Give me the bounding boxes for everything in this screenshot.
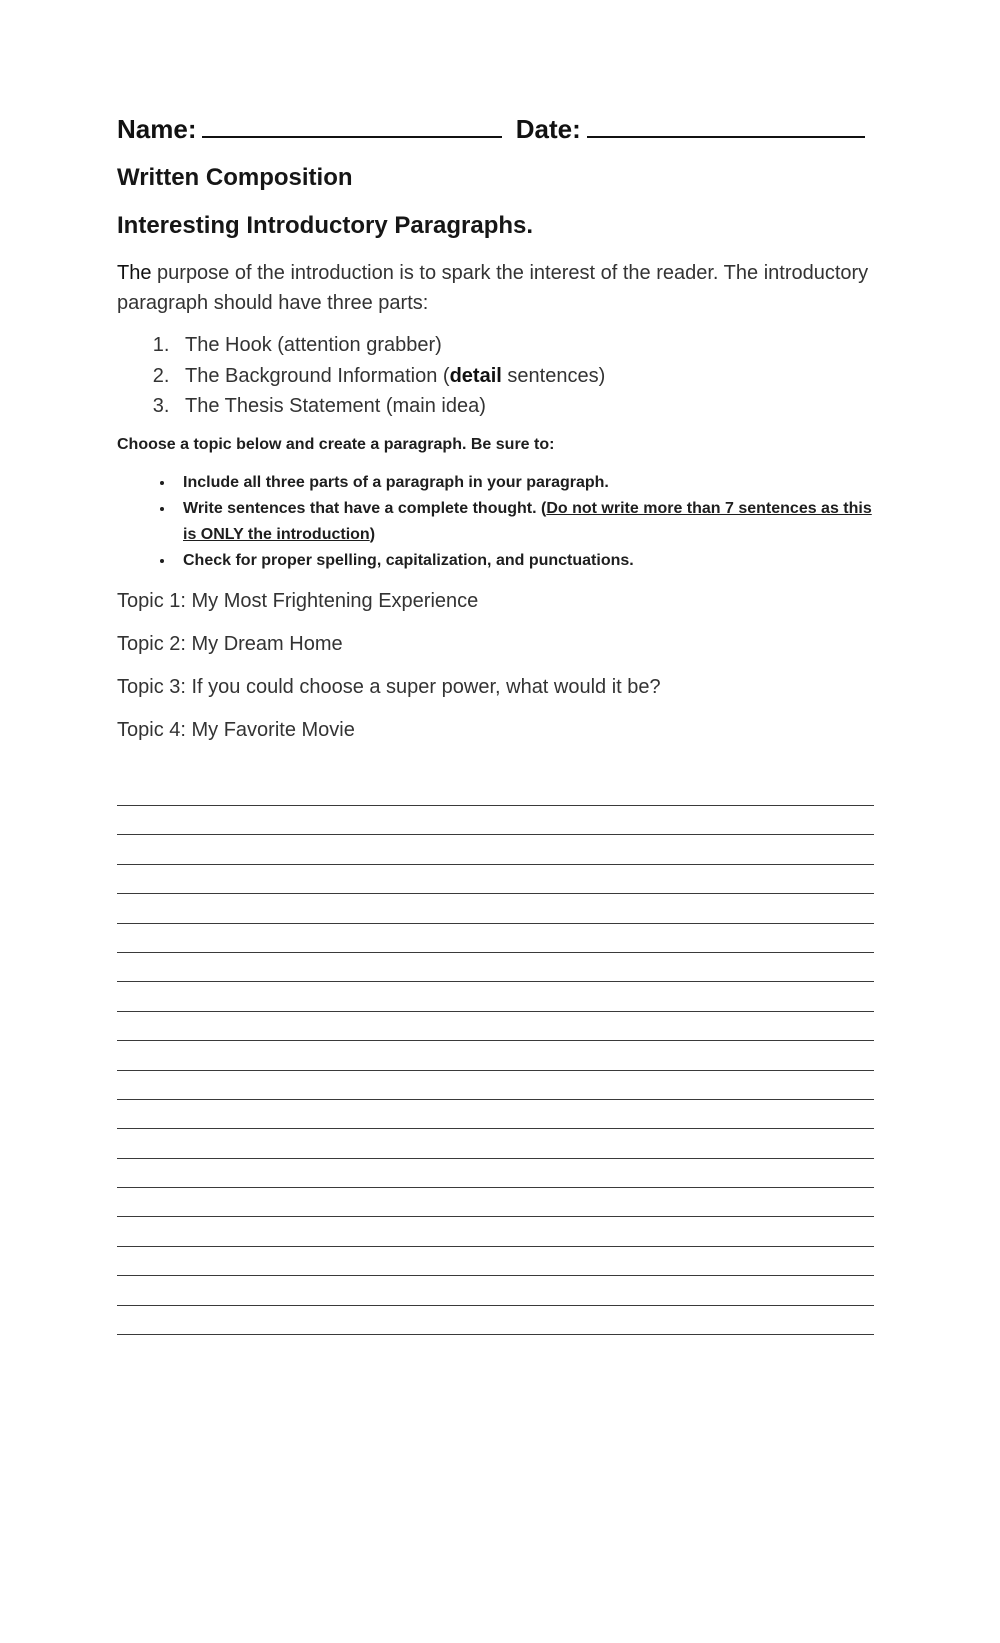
writing-line[interactable]: [117, 1128, 874, 1157]
topic-3: Topic 3: If you could choose a super power, what would it be?: [117, 675, 661, 698]
intro-first-word: The: [117, 262, 152, 284]
topic-1: Topic 1: My Most Frightening Experience: [117, 589, 479, 612]
writing-line[interactable]: [117, 1011, 874, 1040]
list-item: [175, 330, 877, 361]
writing-line[interactable]: [117, 1305, 874, 1334]
list-item: [175, 470, 877, 496]
worksheet-subtitle: Interesting Introductory Paragraphs.: [117, 212, 534, 239]
paragraph-parts-list: [117, 330, 877, 422]
writing-line[interactable]: [117, 893, 874, 922]
name-blank[interactable]: [202, 114, 502, 138]
writing-line[interactable]: [117, 1334, 874, 1363]
part-background-after: sentences): [501, 364, 606, 387]
list-item: [175, 496, 877, 548]
writing-line[interactable]: [117, 1275, 874, 1304]
topic-4: Topic 4: My Favorite Movie: [117, 718, 355, 741]
writing-line[interactable]: [117, 805, 874, 834]
intro-text: purpose of the introduction is to spark the interest of the reader. The introductory paragraph should have three parts:: [117, 262, 869, 314]
date-blank[interactable]: [587, 114, 865, 138]
writing-line[interactable]: [117, 923, 874, 952]
writing-line[interactable]: [117, 952, 874, 981]
list-item: [175, 361, 877, 392]
list-item: [175, 548, 877, 574]
part-hook: The Hook (attention grabber): [185, 334, 442, 356]
rule-three-parts: Include all three parts of a paragraph in your paragraph.: [183, 473, 609, 491]
topic-2: Topic 2: My Dream Home: [117, 632, 343, 655]
writing-line[interactable]: [117, 1099, 874, 1128]
date-label: Date:: [515, 114, 581, 144]
name-label: Name:: [117, 114, 197, 144]
writing-line[interactable]: [117, 1040, 874, 1069]
writing-area[interactable]: [117, 805, 874, 1363]
rule-proofread: Check for proper spelling, capitalization, and punctuations.: [183, 551, 634, 569]
part-thesis: The Thesis Statement (main idea): [185, 395, 486, 417]
part-background-before: The Background Information (: [185, 364, 450, 387]
rule-closing-paren: ): [369, 525, 376, 543]
intro-paragraph: [117, 258, 877, 318]
part-background-bold: detail: [449, 364, 502, 387]
rule-complete-thought: Write sentences that have a complete thought. (: [183, 499, 547, 517]
worksheet-page: [117, 112, 877, 743]
writing-line[interactable]: [117, 834, 874, 863]
writing-line[interactable]: [117, 1158, 874, 1187]
section-title: Written Composition: [117, 164, 353, 191]
instructions-heading: Choose a topic below and create a paragraph. Be sure to:: [117, 435, 555, 453]
rule-sentence-limit: Do not write more than 7 sentences as this is ONLY the introduction: [183, 499, 872, 543]
writing-line[interactable]: [117, 1187, 874, 1216]
writing-line[interactable]: [117, 1246, 874, 1275]
instructions-list: [117, 470, 877, 574]
writing-line[interactable]: [117, 981, 874, 1010]
list-item: [175, 391, 877, 422]
writing-line[interactable]: [117, 864, 874, 893]
writing-line[interactable]: [117, 1216, 874, 1245]
writing-line[interactable]: [117, 1070, 874, 1099]
name-date-header: [117, 112, 877, 146]
